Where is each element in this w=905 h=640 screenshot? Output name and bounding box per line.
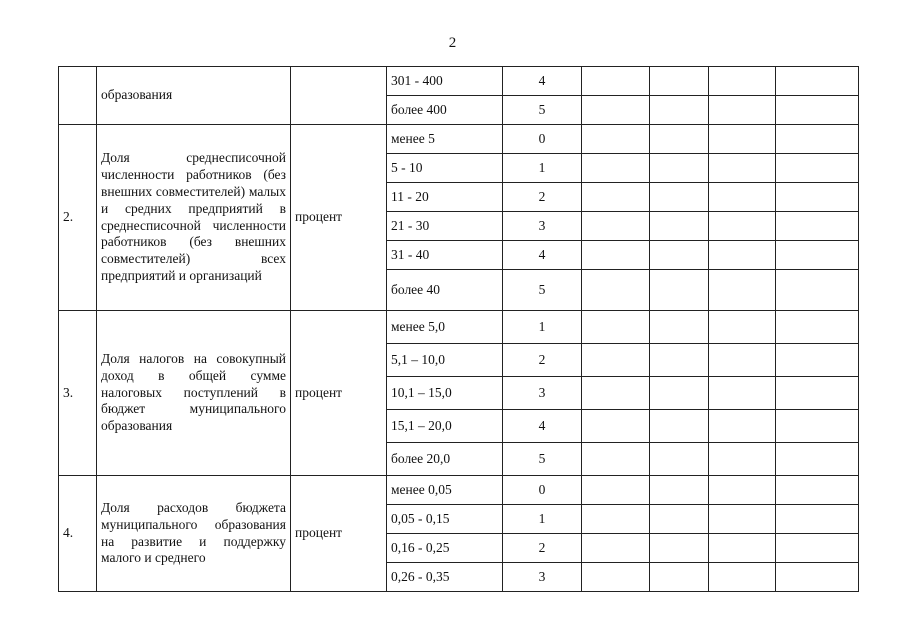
range-cell: 0,26 - 0,35 xyxy=(387,563,503,592)
score-cell: 4 xyxy=(503,67,582,96)
empty-cell xyxy=(776,505,859,534)
range-cell: 11 - 20 xyxy=(387,183,503,212)
empty-cell xyxy=(582,563,650,592)
empty-cell xyxy=(709,154,776,183)
empty-cell xyxy=(709,311,776,344)
indicator-number-cell xyxy=(59,67,97,125)
empty-cell xyxy=(709,410,776,443)
empty-cell xyxy=(709,183,776,212)
empty-cell xyxy=(582,476,650,505)
empty-cell xyxy=(776,270,859,311)
score-cell: 4 xyxy=(503,241,582,270)
empty-cell xyxy=(709,212,776,241)
table-row xyxy=(59,67,859,96)
range-cell: 0,05 - 0,15 xyxy=(387,505,503,534)
unit-cell: процент xyxy=(291,476,387,592)
score-cell: 3 xyxy=(503,212,582,241)
range-cell: более 20,0 xyxy=(387,443,503,476)
range-cell: 5 - 10 xyxy=(387,154,503,183)
empty-cell xyxy=(776,563,859,592)
empty-cell xyxy=(709,96,776,125)
empty-cell xyxy=(650,96,709,125)
empty-cell xyxy=(582,311,650,344)
empty-cell xyxy=(582,270,650,311)
unit-cell xyxy=(291,67,387,125)
empty-cell xyxy=(776,410,859,443)
empty-cell xyxy=(582,67,650,96)
empty-cell xyxy=(650,505,709,534)
empty-cell xyxy=(776,241,859,270)
empty-cell xyxy=(776,344,859,377)
empty-cell xyxy=(650,410,709,443)
empty-cell xyxy=(650,125,709,154)
empty-cell xyxy=(709,344,776,377)
empty-cell xyxy=(582,183,650,212)
empty-cell xyxy=(776,534,859,563)
empty-cell xyxy=(776,212,859,241)
empty-cell xyxy=(776,311,859,344)
empty-cell xyxy=(650,270,709,311)
empty-cell xyxy=(582,212,650,241)
score-cell: 3 xyxy=(503,377,582,410)
empty-cell xyxy=(709,505,776,534)
empty-cell xyxy=(582,443,650,476)
empty-cell xyxy=(650,311,709,344)
indicator-description: Доля расходов бюджета муниципального образования на развитие и поддержку малого и среднего xyxy=(97,476,291,592)
empty-cell xyxy=(582,505,650,534)
range-cell: 21 - 30 xyxy=(387,212,503,241)
criteria-table xyxy=(58,66,859,592)
score-cell: 0 xyxy=(503,125,582,154)
indicator-description: Доля налогов на совокупный доход в общей сумме налоговых поступлений в бюджет муниципального образования xyxy=(97,311,291,476)
empty-cell xyxy=(650,67,709,96)
table-row xyxy=(59,476,859,505)
range-cell: менее 0,05 xyxy=(387,476,503,505)
table-row xyxy=(59,125,859,154)
empty-cell xyxy=(582,410,650,443)
unit-cell: процент xyxy=(291,311,387,476)
indicator-number: 3. xyxy=(59,311,97,476)
empty-cell xyxy=(776,476,859,505)
empty-cell xyxy=(582,344,650,377)
range-cell: менее 5,0 xyxy=(387,311,503,344)
score-cell: 2 xyxy=(503,534,582,563)
empty-cell xyxy=(650,154,709,183)
range-cell: 5,1 – 10,0 xyxy=(387,344,503,377)
empty-cell xyxy=(709,270,776,311)
score-cell: 0 xyxy=(503,476,582,505)
empty-cell xyxy=(582,241,650,270)
score-cell: 4 xyxy=(503,410,582,443)
empty-cell xyxy=(582,154,650,183)
empty-cell xyxy=(776,377,859,410)
score-cell: 5 xyxy=(503,270,582,311)
range-cell: 10,1 – 15,0 xyxy=(387,377,503,410)
empty-cell xyxy=(650,344,709,377)
empty-cell xyxy=(650,377,709,410)
empty-cell xyxy=(776,67,859,96)
empty-cell xyxy=(776,96,859,125)
empty-cell xyxy=(776,183,859,212)
score-cell: 5 xyxy=(503,96,582,125)
range-cell: 15,1 – 20,0 xyxy=(387,410,503,443)
score-cell: 5 xyxy=(503,443,582,476)
empty-cell xyxy=(650,443,709,476)
empty-cell xyxy=(650,183,709,212)
score-cell: 1 xyxy=(503,311,582,344)
indicator-number: 2. xyxy=(59,125,97,311)
score-cell: 2 xyxy=(503,183,582,212)
indicator-description: Доля среднесписочной численности работников (без внешних совместителей) малых и средних предприятий в среднесписочной численности работников (без внешних совместителей) всех предприятий и организаций xyxy=(97,125,291,311)
empty-cell xyxy=(650,534,709,563)
range-cell: 0,16 - 0,25 xyxy=(387,534,503,563)
empty-cell xyxy=(709,534,776,563)
empty-cell xyxy=(709,67,776,96)
empty-cell xyxy=(582,125,650,154)
range-cell: 31 - 40 xyxy=(387,241,503,270)
score-cell: 3 xyxy=(503,563,582,592)
table-row xyxy=(59,311,859,344)
empty-cell xyxy=(776,125,859,154)
indicator-description: образования xyxy=(97,67,291,125)
page-number: 2 xyxy=(448,35,457,51)
unit-cell: процент xyxy=(291,125,387,311)
empty-cell xyxy=(709,563,776,592)
score-cell: 1 xyxy=(503,505,582,534)
empty-cell xyxy=(709,476,776,505)
empty-cell xyxy=(709,377,776,410)
indicator-number: 4. xyxy=(59,476,97,592)
score-cell: 2 xyxy=(503,344,582,377)
empty-cell xyxy=(650,476,709,505)
empty-cell xyxy=(582,96,650,125)
range-cell: менее 5 xyxy=(387,125,503,154)
empty-cell xyxy=(582,377,650,410)
range-cell: более 400 xyxy=(387,96,503,125)
score-cell: 1 xyxy=(503,154,582,183)
empty-cell xyxy=(709,443,776,476)
range-cell: более 40 xyxy=(387,270,503,311)
empty-cell xyxy=(650,241,709,270)
empty-cell xyxy=(582,534,650,563)
empty-cell xyxy=(650,563,709,592)
empty-cell xyxy=(650,212,709,241)
empty-cell xyxy=(776,154,859,183)
empty-cell xyxy=(776,443,859,476)
range-cell: 301 - 400 xyxy=(387,67,503,96)
empty-cell xyxy=(709,241,776,270)
empty-cell xyxy=(709,125,776,154)
